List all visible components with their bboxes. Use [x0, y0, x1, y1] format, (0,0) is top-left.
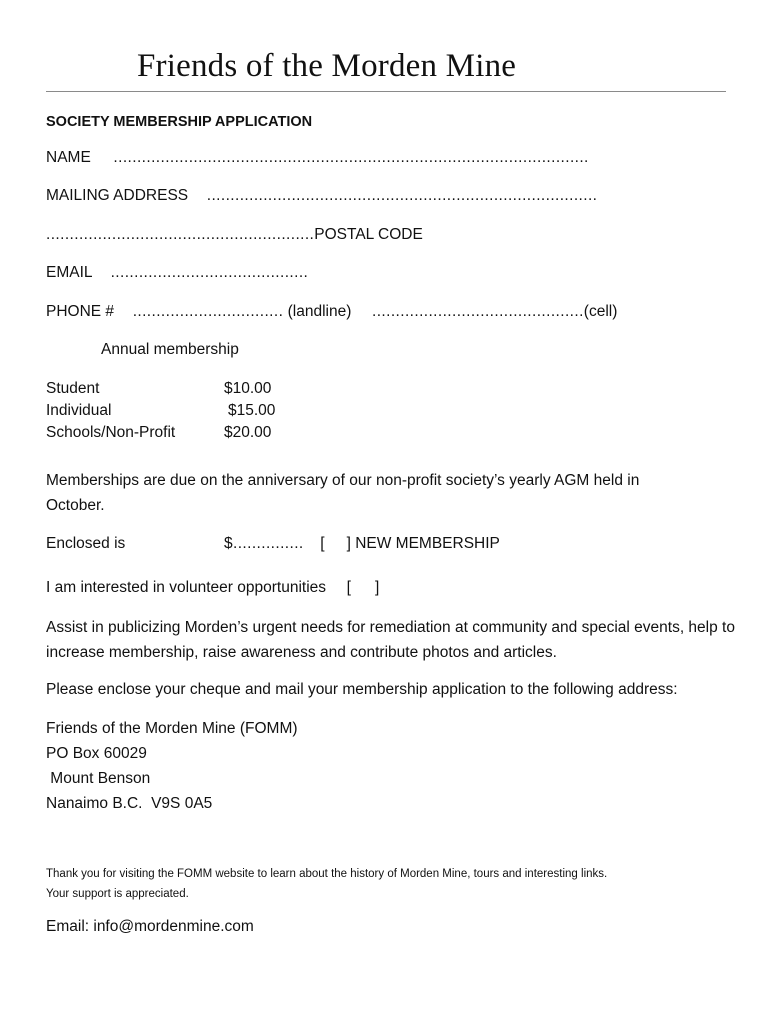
fee-row-student [46, 378, 275, 400]
fee-table [46, 378, 275, 444]
fee-amount: $20.00 [224, 424, 272, 441]
postal-code-label: POSTAL CODE [314, 226, 423, 243]
fee-row-individual [46, 400, 275, 422]
new-membership-checkbox[interactable] [320, 535, 351, 552]
cell-field[interactable]: ............................................. [372, 303, 584, 320]
annual-membership-label: Annual membership [101, 341, 239, 358]
bracket-close: ] [374, 579, 380, 596]
mailing-address-label: MAILING ADDRESS [46, 187, 189, 204]
fee-row-schools [46, 422, 275, 444]
email-row [46, 264, 308, 282]
assist-paragraph: Assist in publicizing Morden’s urgent needs for remediation at community and special events, help to increase membership, raise awareness and contribute photos and articles. [46, 619, 735, 661]
enclosed-label: Enclosed is [46, 535, 126, 552]
contact-email[interactable]: Email: info@mordenmine.com [46, 918, 254, 935]
fee-category: Student [46, 380, 100, 397]
mailing-address-block [46, 716, 298, 816]
landline-label: (landline) [287, 303, 352, 320]
mailing-instructions: Please enclose your cheque and mail your membership application to the following address: [46, 681, 678, 698]
postal-code-row [46, 226, 423, 244]
mailing-address-field[interactable]: ................................................................................... [206, 187, 598, 204]
new-membership-label: NEW MEMBERSHIP [355, 535, 500, 552]
address-line: Nanaimo B.C. V9S 0A5 [46, 795, 213, 812]
page-title: Friends of the Morden Mine [137, 48, 517, 84]
membership-due-paragraph: Memberships are due on the anniversary of our non-profit society’s yearly AGM held in October. [46, 472, 640, 514]
fee-category: Individual [46, 402, 112, 419]
bracket-open: [ [320, 535, 325, 552]
volunteer-row [46, 579, 379, 597]
form-heading: SOCIETY MEMBERSHIP APPLICATION [46, 114, 313, 130]
title-divider [46, 91, 726, 92]
address-line: Friends of the Morden Mine (FOMM) [46, 720, 298, 737]
thank-you-note [46, 864, 607, 904]
fee-category: Schools/Non-Profit [46, 424, 176, 441]
volunteer-checkbox[interactable] [347, 579, 380, 596]
thank-you-line: Thank you for visiting the FOMM website to learn about the history of Morden Mine, tours and interesting links. [46, 868, 608, 880]
address-line: Mount Benson [46, 770, 151, 787]
address-line: PO Box 60029 [46, 745, 147, 762]
enclosed-row [46, 535, 500, 553]
bracket-open: [ [346, 579, 351, 596]
enclosed-amount-field[interactable]: $............... [224, 535, 304, 552]
address-continuation-field[interactable]: ......................................................... [46, 226, 315, 243]
mailing-address-row [46, 187, 597, 205]
bracket-close: ] [346, 535, 351, 552]
name-field[interactable]: ..................................................................................................... [113, 149, 589, 166]
phone-label: PHONE # [46, 303, 115, 320]
thank-you-line: Your support is appreciated. [46, 888, 189, 900]
fee-amount: $15.00 [228, 402, 276, 419]
email-field[interactable]: .......................................... [110, 264, 309, 281]
name-label: NAME [46, 149, 91, 166]
volunteer-label: I am interested in volunteer opportunities [46, 579, 327, 596]
name-row [46, 149, 589, 167]
phone-row [46, 303, 617, 321]
landline-field[interactable]: ................................ [132, 303, 284, 320]
cell-label: (cell) [583, 303, 618, 320]
fee-amount: $10.00 [224, 380, 272, 397]
email-label: EMAIL [46, 264, 92, 281]
